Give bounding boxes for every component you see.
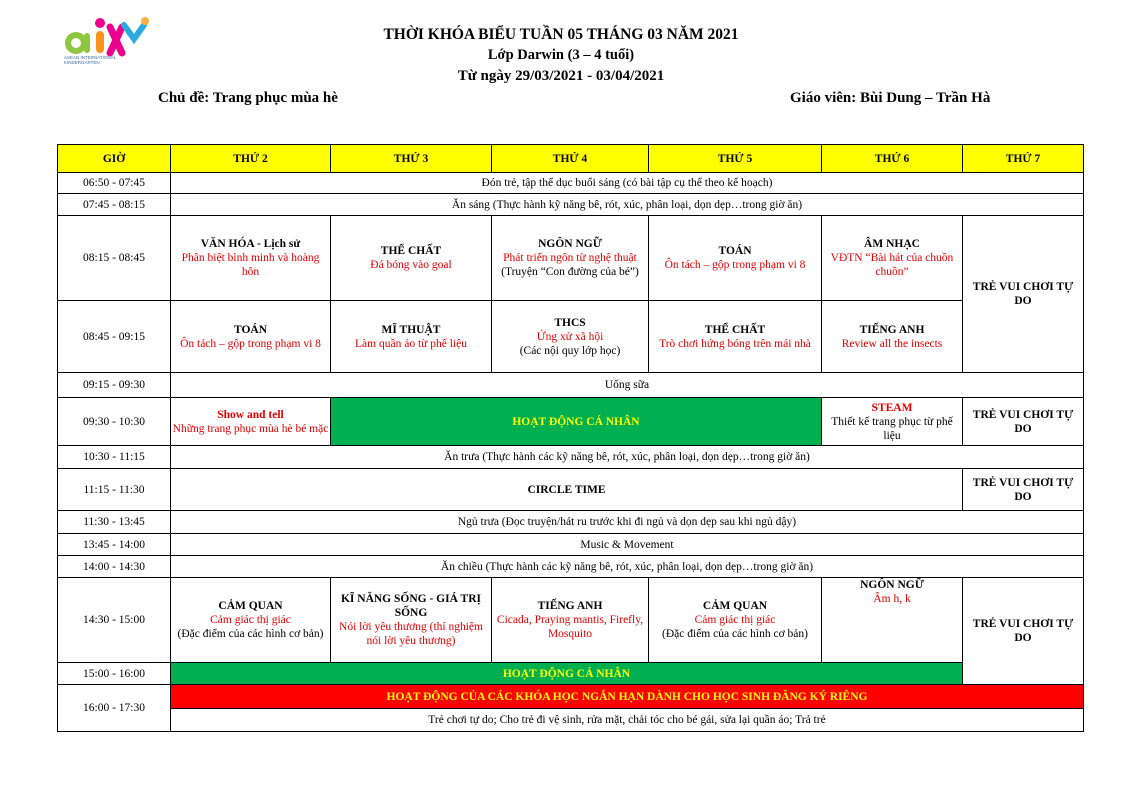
- subject-title: CẢM QUAN: [702, 600, 768, 612]
- free-play-cell: TRẺ VUI CHƠI TỰ DO: [963, 578, 1084, 685]
- date-range: Từ ngày 29/03/2021 - 03/04/2021: [457, 68, 665, 84]
- subject-detail: Review all the insects: [841, 337, 943, 350]
- table-row: [58, 373, 1084, 398]
- class-name: Lớp Darwin (3 – 4 tuổi): [487, 47, 635, 63]
- table-row: [58, 578, 1084, 663]
- subject-detail: Cảm giác thị giác: [694, 614, 776, 626]
- subject-detail: Cảm giác thị giác: [210, 614, 291, 626]
- activity-cell: Trẻ chơi tự do; Cho trẻ đi vệ sinh, rửa mặt, chải tóc cho bé gái, sửa lại quần áo; Trả trẻ: [171, 709, 1084, 732]
- table-row: [58, 709, 1084, 732]
- subject-title: CẢM QUAN: [218, 600, 283, 612]
- subject-note: (Đặc điểm của các hình cơ bản): [662, 628, 808, 640]
- subject-title: STEAM: [871, 401, 913, 414]
- time-cell: 10:30 - 11:15: [58, 446, 171, 469]
- table-row: [58, 301, 1084, 373]
- subject-detail: Cicada, Praying mantis, Firefly, Mosquito: [496, 614, 644, 640]
- subject-detail: Nói lời yêu thương (thí nghiệm nói lời yêu thương): [339, 621, 483, 647]
- subject-title: MĨ THUẬT: [381, 323, 441, 336]
- col-header-friday: THỨ 6: [822, 145, 963, 173]
- col-header-tuesday: THỨ 3: [331, 145, 492, 173]
- subject-note: (Truyện “Con đường của bé”): [501, 266, 639, 278]
- activity-cell: [822, 301, 963, 373]
- activity-cell: [822, 578, 963, 663]
- table-row: [58, 216, 1084, 301]
- teacher-label: Giáo viên: Bùi Dung – Trần Hà: [790, 90, 991, 106]
- individual-activity-cell: HOẠT ĐỘNG CÁ NHÂN: [331, 398, 822, 446]
- activity-cell: [171, 301, 331, 373]
- activity-cell: [822, 398, 963, 446]
- subject-title: TOÁN: [718, 245, 752, 257]
- table-row: [58, 173, 1084, 194]
- time-cell: 14:30 - 15:00: [58, 578, 171, 663]
- time-cell: 15:00 - 16:00: [58, 663, 171, 685]
- subject-title: THCS: [554, 316, 586, 329]
- activity-cell: Ăn sáng (Thực hành kỹ năng bê, rót, xúc, phân loại, dọn dẹp…trong giờ ăn): [171, 194, 1084, 216]
- individual-activity-cell: HOẠT ĐỘNG CÁ NHÂN: [171, 663, 963, 685]
- activity-cell: [171, 578, 331, 663]
- activity-cell: Ngủ trưa (Đọc truyện/hát ru trước khi đi ngủ và dọn dẹp sau khi ngủ dậy): [171, 511, 1084, 534]
- free-play-cell: TRẺ VUI CHƠI TỰ DO: [963, 216, 1084, 373]
- activity-cell: [171, 398, 331, 446]
- subject-note: (Đặc điểm của các hình cơ bản): [177, 628, 324, 640]
- activity-cell: [492, 216, 649, 301]
- subject-detail: Ứng xử xã hội: [536, 330, 604, 343]
- table-row: [58, 663, 1084, 685]
- activity-cell: [492, 301, 649, 373]
- page-title: THỜI KHÓA BIỂU TUẦN 05 THÁNG 03 NĂM 2021: [383, 26, 739, 43]
- activity-cell: [171, 216, 331, 301]
- col-header-monday: THỨ 2: [171, 145, 331, 173]
- activity-cell: [331, 301, 492, 373]
- subject-note: (Các nội quy lớp học): [519, 344, 621, 357]
- time-cell: 08:45 - 09:15: [58, 301, 171, 373]
- table-row: [58, 556, 1084, 578]
- subject-detail: Làm quần áo từ phế liệu: [355, 337, 467, 350]
- table-row: [58, 511, 1084, 534]
- table-row: [58, 446, 1084, 469]
- time-cell: 08:15 - 08:45: [58, 216, 171, 301]
- subject-detail: Ôn tách – gộp trong phạm vi 8: [664, 259, 806, 271]
- subject-detail: Âm h, k: [873, 593, 911, 605]
- time-cell: 06:50 - 07:45: [58, 173, 171, 194]
- subject-title: NGÔN NGỮ: [860, 579, 924, 591]
- activity-cell: Ăn chiều (Thực hành các kỹ năng bê, rót, xúc, phân loại, dọn dẹp…trong giờ ăn): [171, 556, 1084, 578]
- col-header-saturday: THỨ 7: [963, 145, 1084, 173]
- subject-title: KĨ NĂNG SỐNG - GIÁ TRỊ SỐNG: [340, 593, 482, 619]
- subject-detail: Những trang phục mùa hè bé mặc: [172, 422, 329, 435]
- subject-title: ÂM NHẠC: [864, 238, 920, 250]
- table-row: [58, 398, 1084, 446]
- activity-cell: [649, 216, 822, 301]
- timetable: [57, 144, 1084, 732]
- subject-title: THỂ CHẤT: [380, 245, 442, 257]
- activity-cell: Music & Movement: [171, 534, 1084, 556]
- subject-detail: Thiết kế trang phục từ phế liệu: [831, 415, 953, 442]
- activity-cell: [649, 578, 822, 663]
- activity-cell: Uống sữa: [171, 373, 1084, 398]
- subject-detail: VĐTN “Bài hát của chuồn chuồn”: [830, 252, 954, 278]
- table-row: [58, 534, 1084, 556]
- logo-caption: ASEAN INTERNATIONAL KINDERGARTEN: [64, 55, 117, 65]
- subject-title: TOÁN: [233, 323, 268, 336]
- table-row: [58, 469, 1084, 511]
- subject-title: TIẾNG ANH: [537, 600, 603, 612]
- subject-detail: Phát triển ngôn từ nghệ thuật: [503, 252, 637, 264]
- subject-title: NGÔN NGỮ: [538, 238, 602, 250]
- activity-cell: [331, 216, 492, 301]
- time-cell: 09:30 - 10:30: [58, 398, 171, 446]
- free-play-cell: TRẺ VUI CHƠI TỰ DO: [963, 469, 1084, 511]
- time-cell: 07:45 - 08:15: [58, 194, 171, 216]
- col-header-time: GIỜ: [58, 145, 171, 173]
- free-play-cell: TRẺ VUI CHƠI TỰ DO: [963, 398, 1084, 446]
- subject-detail: Trò chơi hứng bóng trên mái nhà: [659, 337, 811, 350]
- subject-title: TIẾNG ANH: [859, 323, 925, 336]
- table-row: [58, 685, 1084, 709]
- time-cell: 09:15 - 09:30: [58, 373, 171, 398]
- time-cell: 13:45 - 14:00: [58, 534, 171, 556]
- subject-detail: Phân biệt bình minh và hoàng hôn: [181, 252, 320, 278]
- activity-cell: [331, 578, 492, 663]
- subject-title: Show and tell: [217, 408, 284, 421]
- time-cell: 11:15 - 11:30: [58, 469, 171, 511]
- time-cell: 11:30 - 13:45: [58, 511, 171, 534]
- col-header-wednesday: THỨ 4: [492, 145, 649, 173]
- subject-title: THỂ CHẤT: [704, 323, 766, 336]
- header-row: [58, 145, 1084, 173]
- activity-cell: [649, 301, 822, 373]
- activity-cell: Đón trẻ, tập thể dục buổi sáng (có bài tập cụ thể theo kế hoạch): [171, 173, 1084, 194]
- activity-cell: Ăn trưa (Thực hành các kỹ năng bê, rót, xúc, phân loại, dọn dẹp…trong giờ ăn): [171, 446, 1084, 469]
- table-row: [58, 194, 1084, 216]
- activity-cell: [492, 578, 649, 663]
- subject-detail: Ôn tách – gộp trong phạm vi 8: [180, 337, 321, 350]
- topic-label: Chủ đề: Trang phục mùa hè: [158, 90, 338, 106]
- time-cell: 14:00 - 14:30: [58, 556, 171, 578]
- time-cell: 16:00 - 17:30: [58, 685, 171, 732]
- col-header-thursday: THỨ 5: [649, 145, 822, 173]
- activity-cell: [822, 216, 963, 301]
- subject-title: VĂN HÓA - Lịch sử: [200, 238, 301, 250]
- circle-time-cell: CIRCLE TIME: [171, 469, 963, 511]
- subject-detail: Đá bóng vào goal: [370, 259, 452, 271]
- short-courses-cell: HOẠT ĐỘNG CỦA CÁC KHÓA HỌC NGẮN HẠN DÀNH CHO HỌC SINH ĐĂNG KÝ RIÊNG: [171, 685, 1084, 709]
